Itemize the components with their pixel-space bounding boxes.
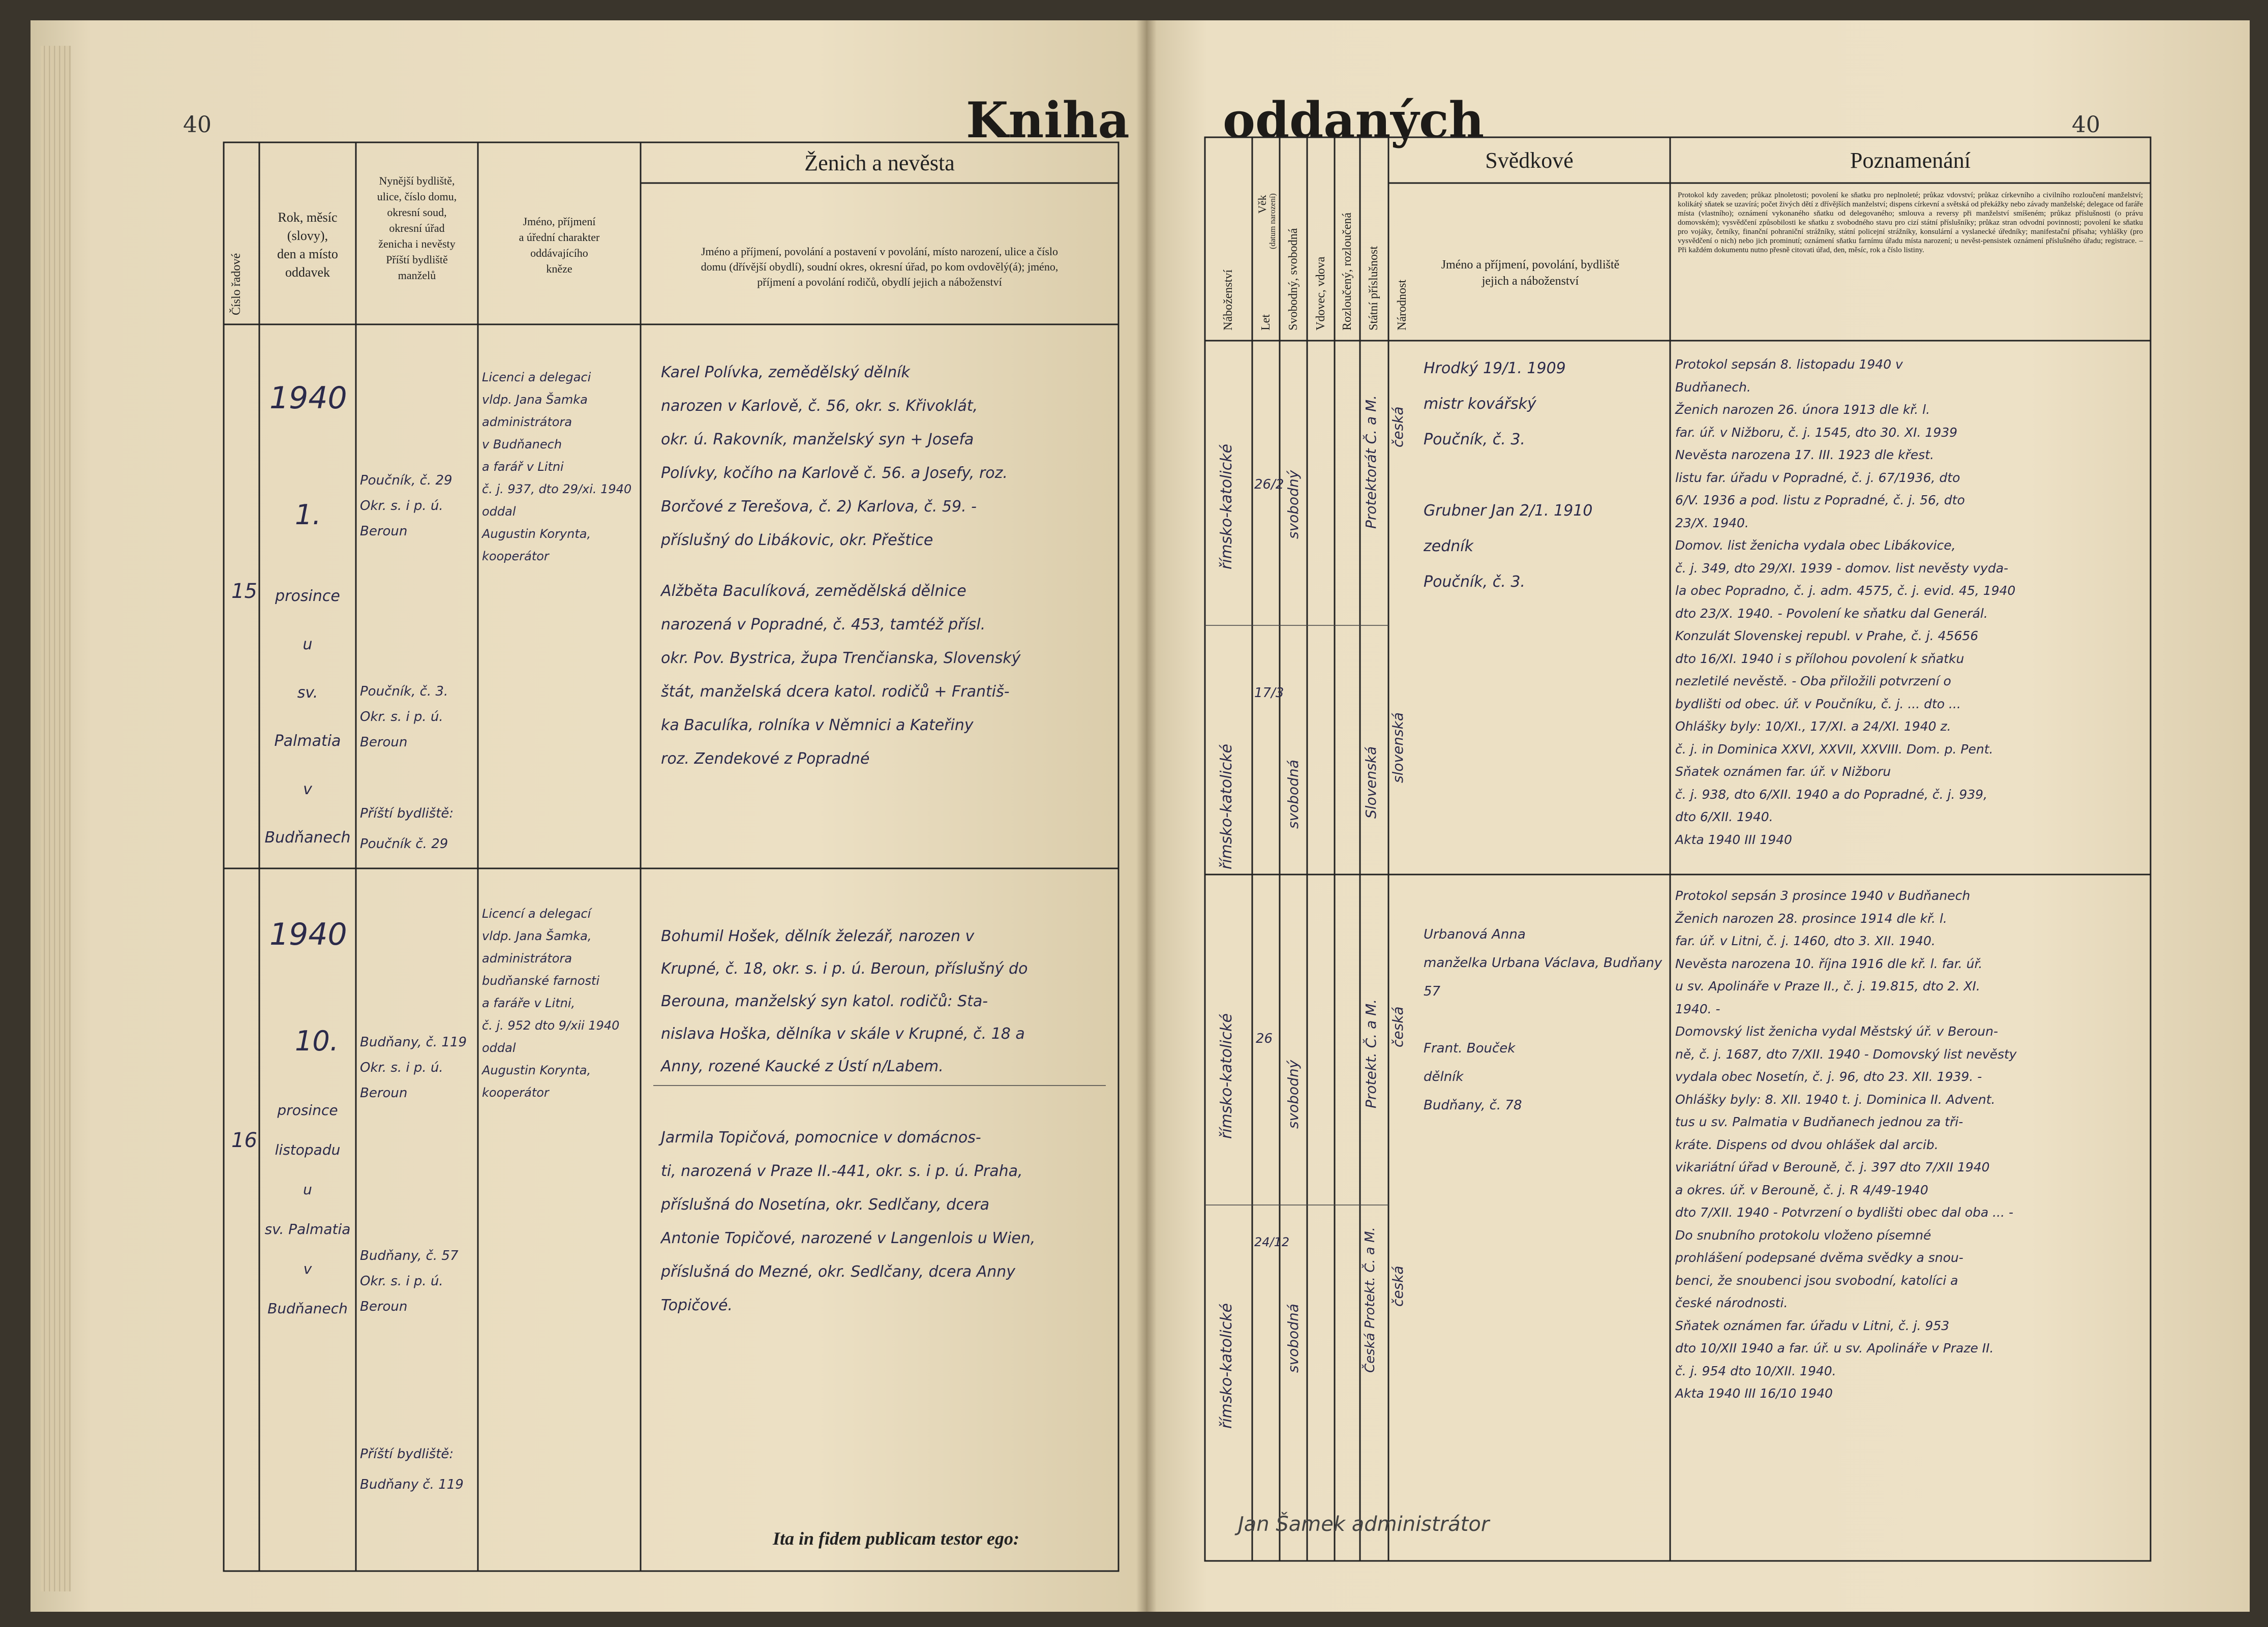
- header-statni: Státní příslušnost: [1367, 246, 1380, 330]
- citizenship-bride: Slovenská: [1363, 746, 1379, 819]
- groom-details: Bohumil Hošek, dělník železář, narozen v Krupné, č. 18, okr. s. i p. ú. Beroun, příslušný do Berouna, manželský syn katol. rodičů: Sta- nislava Hoška, dělníka v skále v Krupné, č. 18 a Anny, rozené Kaucké z Ústí n/Labem.: [661, 927, 1028, 1075]
- header-poznamenani-desc: Protokol kdy zaveden; průkaz plnoletosti; povolení ke sňatku pro neplnoleté; průkaz vdovství; průkaz církevního a civilního rozloučení manželství; kolikátý sňatek se uzavírá; počet živých dětí z dřívějších manželství; dispens církevní a světská od překážky nebo závady manželské; delegace od faráře místa (vlastního); oznámení vykonaného sňatku od delegovaného; smlouva a reversy při manželství smíšeném; průkaz příslušnosti (o právu domovském); vysvědčení způsobilosti ke sňatku z svobodného stavu pro cizí státní příslušníky; průkaz stran odvodní povinnosti; povolení ke sňatku pro vojáky, četníky, finanční pohraniční strážníky, státní policejní strážníky, konsulární a vyslanecké úředníky; manifestační přísaha; vyhlášky (pro vysvědčení o nich) nebo jich prominutí; oznámení sňatku farnímu úřadu místa narození; u nevěst-pensistek oznámení příslušného úřadu; registrace. – Při každém dokumentu nutno přesně citovati úřad, den, měsíc, rok a číslo listiny.: [1678, 191, 2143, 254]
- remarks: Protokol sepsán 8. listopadu 1940 v Budňanech. Ženich narozen 26. února 1913 dle kř. l. far. úř. v Nižboru, č. j. 1545, dto 30. XI. 1939 Nevěsta narozena 17. III. 1923 dle křest. listu far. úřadu v Popradné, č. j. 67/1936, dto 6/V. 1936 a pod. listu z Popradné, č. j. 56, dto 23/X. 1940. Domov. list ženicha vydala obec Libákovice, č. j. 349, dto 29/XI. 1939 - domov. list nevěsty vyda- la obec Popradno, č. j. adm. 4575, č. j. evid. 45, 1940 dto 23/X. 1940. - Povolení ke sňatku dal Generál. Konzulát Slovenskej republ. v Prahe, č. j. 45656 dto 16/XI. 1940 i s přílohou povolení k sňatku nezletilé nevěstě. - Oba přiložili potvrzení o bydlišti od obec. úř. v Poučníku, č. j. ... dto ... Ohlášky byly: 10/XI., 17/XI. a 24/XI. 1940 z. č. j. in Dominica XXVI, XXVII, XXVIII. Dom. p. Pent. Sňatek oznámen far. úř. v Nižboru č. j. 938, dto 6/XII. 1940 a do Popradné, č. j. 939, dto 6/XII. 1940. Akta 1940 III 1940: [1675, 357, 2016, 847]
- entry-day: 1.: [295, 499, 321, 531]
- bride-details: Alžběta Baculíková, zemědělská dělnice narozená v Popradné, č. 453, tamtéž přísl. okr. Pov. Bystrica, župa Trenčianska, Slovenský štát, manželská dcera katol. rodičů + Františ- ka Baculíka, rolníka v Němnici a Kateřiny roz. Zendekové z Popradné: [661, 582, 1021, 768]
- header-vek-sub: (datum narození): [1268, 193, 1277, 249]
- header-bydliste: Nynější bydliště, ulice, číslo domu, okresní soud, okresní úřad ženicha i nevěsty Příští bydliště manželů: [377, 174, 457, 282]
- witnesses: Hrodký 19/1. 1909 mistr kovářský Poučník, č. 3. Grubner Jan 2/1. 1910 zedník Poučník, č. 3.: [1424, 359, 1593, 591]
- groom-residence: Poučník, č. 29 Okr. s. i p. ú. Beroun: [360, 473, 452, 539]
- citizenship-groom: Protekt. Č. a M.: [1363, 999, 1379, 1108]
- signature: Jan Šamek administrátor: [1238, 1513, 1490, 1536]
- status-bride: svobodná: [1285, 1304, 1302, 1373]
- age-groom: 26: [1256, 1031, 1273, 1046]
- header-rok: Rok, měsíc (slovy), den a místo oddavek: [277, 210, 338, 280]
- bride-details: Jarmila Topičová, pomocnice v domácnos- ti, narozená v Praze II.-441, okr. s. i p. ú. Praha, příslušná do Nosetína, okr. Sedlčany, dcera Antonie Topičové, narozené v Langenlois u Wien, příslušná do Mezné, okr. Sedlčany, dcera Anny Topičové.: [661, 1129, 1036, 1314]
- religion-bride: římsko-katolické: [1218, 1303, 1235, 1429]
- age-bride: 17/3: [1254, 685, 1284, 701]
- header-zenich-title: Ženich a nevěsta: [804, 150, 955, 175]
- entry-number: 15: [231, 580, 257, 603]
- book-gutter: [1136, 20, 1157, 1612]
- status-groom: svobodný: [1285, 1060, 1302, 1129]
- right-page: [1146, 20, 2250, 1612]
- nationality-groom: česká: [1389, 406, 1406, 447]
- header-poznamenani-title: Poznamenání: [1850, 148, 1971, 173]
- witnesses: Urbanová Anna manželka Urbana Václava, Budňany 57 Frant. Bouček dělník Budňany, č. 78: [1424, 927, 1662, 1113]
- citizenship-bride: Česká Protekt. Č. a M.: [1363, 1227, 1378, 1373]
- entry-year: 1940: [269, 380, 347, 416]
- bride-residence: Budňany, č. 57 Okr. s. i p. ú. Beroun: [360, 1248, 459, 1314]
- header-rozlouceny: Rozloučený, rozloučená: [1341, 213, 1354, 330]
- status-bride: svobodná: [1285, 760, 1302, 829]
- nationality-groom: česká: [1389, 1006, 1406, 1047]
- religion-bride: římsko-katolické: [1218, 744, 1235, 869]
- future-residence: Příští bydliště: Poučník č. 29: [360, 806, 454, 852]
- remarks: Protokol sepsán 3 prosince 1940 v Budňanech Ženich narozen 28. prosince 1914 dle kř. l. far. úř. v Litni, č. j. 1460, dto 3. XII. 1940. Nevěsta narozena 10. října 1916 dle kř. l. far. úř. u sv. Apolináře v Praze II., č. j. 19.815, dto 2. XI. 1940. - Domovský list ženicha vydal Městský úř. v Beroun- ně, č. j. 1687, dto 7/XII. 1940 - Domovský list nevěsty vydala obec Nosetín, č. j. 96, dto 23. XII. 1939. - Ohlášky byly: 8. XII. 1940 t. j. Dominica II. Advent. tus u sv. Palmatia v Budňanech jednou za tři- kráte. Dispens od dvou ohlášek dal arcib. vikariátní úřad v Berouně, č. j. 397 dto 7/XII 1940 a okres. úř. v Berouně, č. j. R 4/49-1940 dto 7/XII. 1940 - Potvrzení o bydlišti obec dal oba ... - Do snubního protokolu vloženo písemné prohlášení podepsané dvěma svědky a snou- benci, že snoubenci jsou svobodní, katolíci a české národnosti. Sňatek oznámen far. úřadu v Litni, č. j. 953 dto 10/XII 1940 a far. úř. u sv. Apolináře v Praze II. č. j. 954 dto 10/XII. 1940. Akta 1940 III 16/10 1940: [1675, 888, 2017, 1401]
- officiating-priest: Licencí a delegací vldp. Jana Šamka, administrátora budňanské farnosti a faráře v Litni, č. j. 952 dto 9/xii 1940 oddal Augustin Korynta, kooperátor: [482, 907, 620, 1100]
- age-groom: 26/2: [1254, 477, 1284, 492]
- entry-year: 1940: [269, 917, 347, 952]
- religion-groom: římsko-katolické: [1218, 1013, 1235, 1139]
- header-svedkove-title: Svědkové: [1485, 148, 1574, 173]
- header-narodnost: Národnost: [1396, 280, 1409, 330]
- footer-testimony: Ita in fidem publicam testor ego:: [773, 1528, 1019, 1549]
- nationality-bride: česká: [1389, 1266, 1406, 1307]
- groom-details: Karel Polívka, zemědělský dělník narozen v Karlově, č. 56, okr. s. Křivoklát, okr. ú. Rakovník, manželský syn + Josefa Polívky, kočího na Karlově č. 56. a Josefy, roz. Borčové z Terešova, č. 2) Karlova, č. 59. - příslušný do Libákovic, okr. Přeštice: [661, 364, 1008, 549]
- entry-month-place: prosince listopadu u sv. Palmatia v Budňanech: [264, 1102, 351, 1317]
- entry-number: 16: [231, 1129, 257, 1152]
- header-nabozenstvi: Náboženství: [1222, 269, 1235, 330]
- right-page-title: oddaných: [1223, 92, 1485, 149]
- nationality-bride: slovenská: [1389, 712, 1406, 783]
- header-vek: Věk: [1256, 195, 1268, 214]
- citizenship-groom: Protektorát Č. a M.: [1363, 395, 1379, 529]
- officiating-priest: Licenci a delegaci vldp. Jana Šamka administrátora v Budňanech a farář v Litni č. j. 937, dto 29/xi. 1940 oddal Augustin Korynta, kooperátor: [482, 370, 632, 563]
- header-vdovec: Vdovec, vdova: [1314, 256, 1327, 330]
- entry-day: 10.: [295, 1025, 339, 1057]
- header-svobodny: Svobodný, svobodná: [1287, 228, 1300, 330]
- header-knez: Jméno, příjmení a úřední charakter oddávajícího kněze: [519, 215, 600, 275]
- header-cislo: Číslo řadové: [230, 253, 243, 315]
- header-zenich-desc: Jméno a příjmení, povolání a postavení v povolání, místo narození, ulice a číslo domu (dřívější obydlí), soudní okres, okresní úřad, po kom ovdovělý(á); jméno, příjmení a povolání rodičů, obydlí jejich a náboženství: [701, 245, 1059, 288]
- age-bride: 24/12: [1254, 1235, 1290, 1249]
- religion-groom: římsko-katolické: [1218, 444, 1235, 569]
- entry-month-place: prosince u sv. Palmatia v Budňanech: [264, 587, 351, 847]
- header-svedkove-desc: Jméno a příjmení, povolání, bydliště jejich a náboženství: [1441, 258, 1620, 288]
- left-page-title: Kniha: [966, 92, 1130, 149]
- bride-residence: Poučník, č. 3. Okr. s. i p. ú. Beroun: [360, 684, 448, 750]
- header-let: Let: [1259, 314, 1273, 330]
- status-groom: svobodný: [1285, 470, 1302, 539]
- future-residence: Příští bydliště: Budňany č. 119: [360, 1447, 464, 1492]
- left-page-number: 40: [183, 112, 211, 138]
- groom-residence: Budňany, č. 119 Okr. s. i p. ú. Beroun: [360, 1035, 467, 1101]
- right-page-number: 40: [2072, 112, 2100, 138]
- left-page: [31, 20, 1146, 1612]
